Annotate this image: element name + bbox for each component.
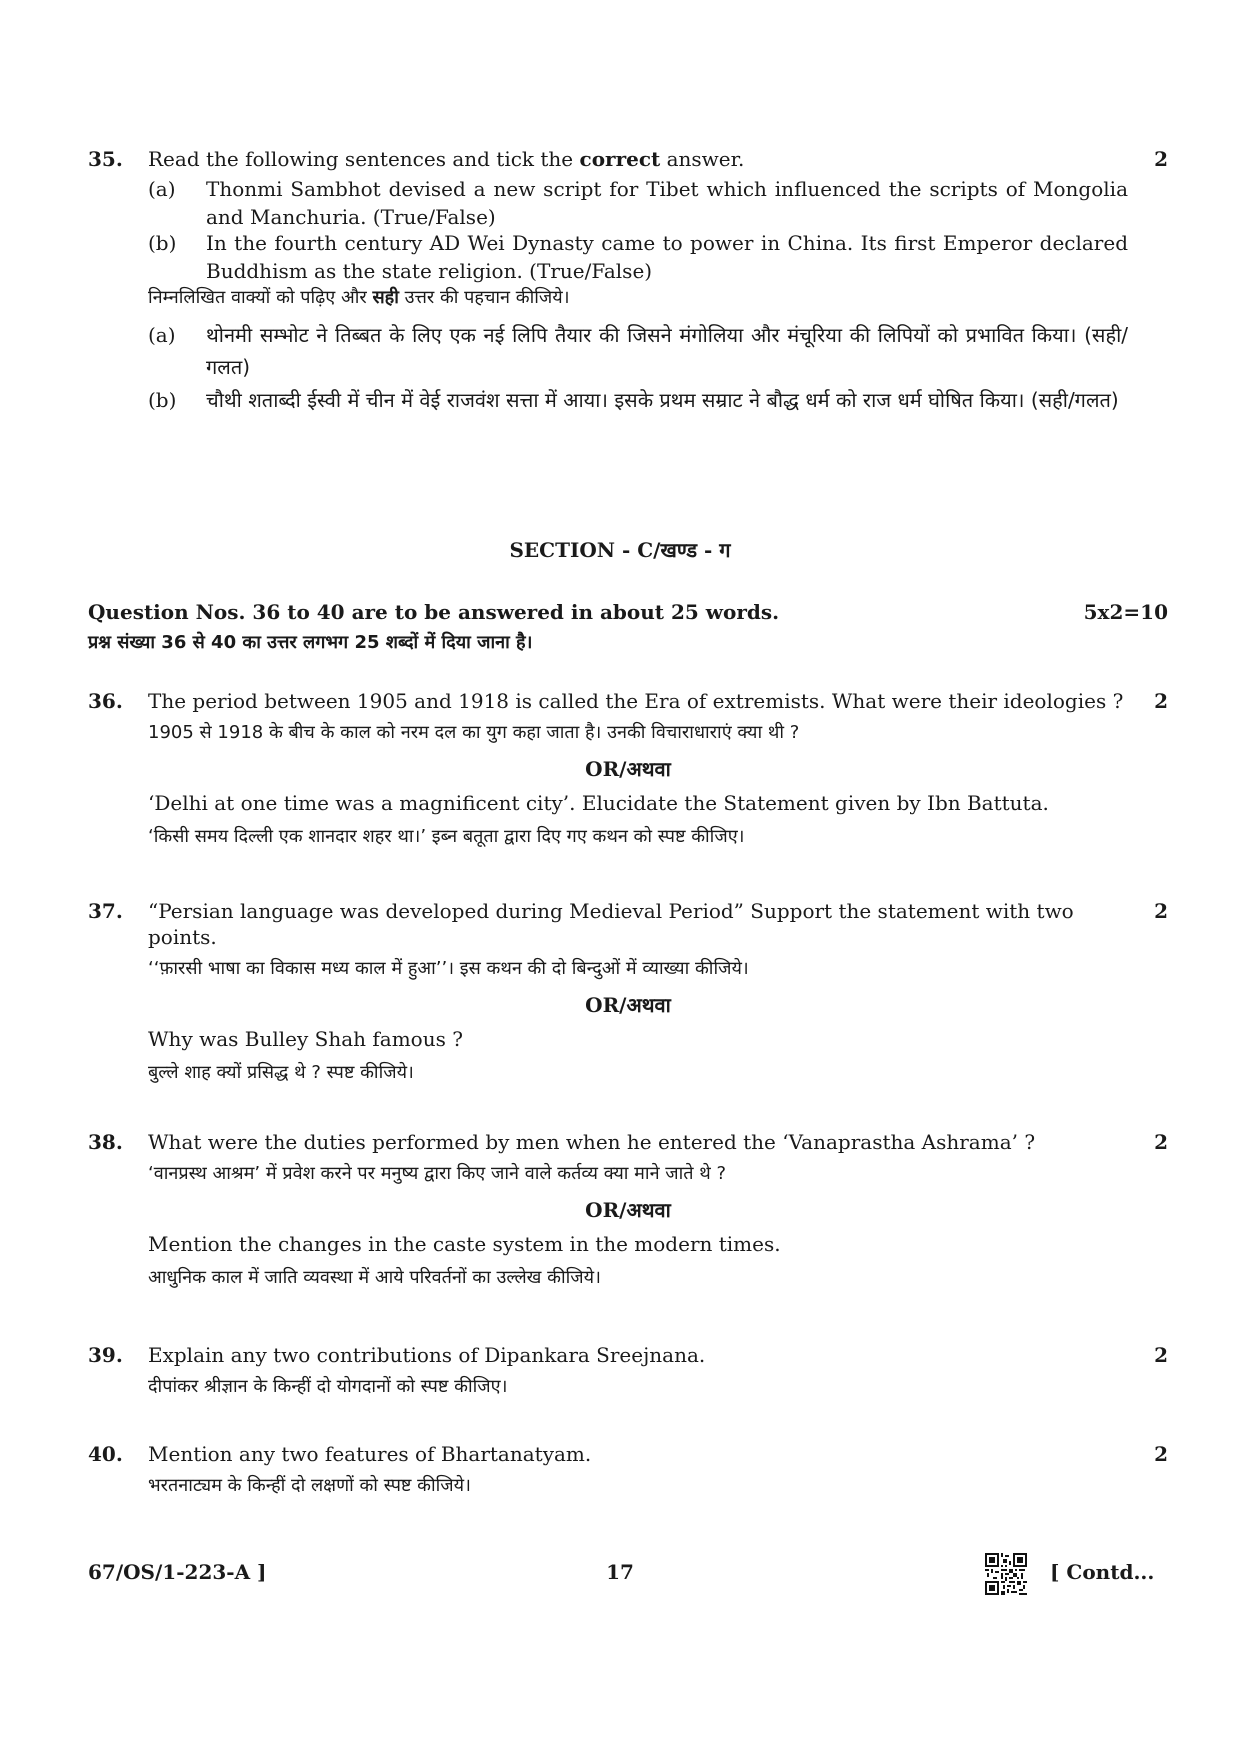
option-text: In the fourth century AD Wei Dynasty came to power in China. Its first Emperor declared Buddhism as the state religion. (True/False) <box>206 231 1128 283</box>
section-title: SECTION - C/खण्ड - ग <box>509 538 731 562</box>
option-a-en <box>148 175 1128 231</box>
question-text-hi: ‘वानप्रस्थ आश्रम’ में प्रवेश करने पर मनुष्य द्वारा किए जाने वाले कर्तव्य क्या माने जाते थे ? <box>148 1163 727 1184</box>
question-marks: 2 <box>1154 689 1168 713</box>
intro-text: Read the following sentences and tick the <box>148 147 580 171</box>
question-marks: 2 <box>1154 1130 1168 1154</box>
question-text-hi: भरतनाट्यम के किन्हीं दो लक्षणों को स्पष्ट कीजिये। <box>148 1475 471 1496</box>
question-number: 39. <box>88 1343 123 1367</box>
question-number: 36. <box>88 689 123 713</box>
or-separator: OR/अथवा <box>585 993 671 1017</box>
option-label: (a) <box>148 323 176 347</box>
option-text: चौथी शताब्दी ईस्वी में चीन में वेई राजवंश सत्ता में आया। इसके प्रथम सम्राट ने बौद्ध धर्म को राज धर्म घोषित किया। (सही/गलत) <box>206 388 1119 412</box>
section-marks: 5x2=10 <box>1083 600 1168 624</box>
continued-label: [ Contd... <box>1050 1560 1155 1584</box>
question-text-en: Mention any two features of Bhartanatyam. <box>148 1442 592 1466</box>
page-number: 17 <box>606 1560 634 1584</box>
question-number: 35. <box>88 147 123 171</box>
alternative-text-hi: आधुनिक काल में जाति व्यवस्था में आये परिवर्तनों का उल्लेख कीजिये। <box>148 1267 601 1288</box>
alternative-text-en: Mention the changes in the caste system in the modern times. <box>148 1232 781 1256</box>
question-marks: 2 <box>1154 1343 1168 1367</box>
intro-text: निम्नलिखित वाक्यों को पढ़िए और <box>148 287 373 308</box>
question-text-hi: दीपांकर श्रीज्ञान के किन्हीं दो योगदानों को स्पष्ट कीजिए। <box>148 1376 508 1397</box>
question-text-en: The period between 1905 and 1918 is called the Era of extremists. What were their ideologies ? <box>148 689 1124 713</box>
alternative-text-hi: बुल्ले शाह क्यों प्रसिद्ध थे ? स्पष्ट कीजिये। <box>148 1062 414 1083</box>
option-text: Thonmi Sambhot devised a new script for Tibet which influenced the scripts of Mongolia and Manchuria. (True/False) <box>206 177 1128 229</box>
alternative-text-en: Why was Bulley Shah famous ? <box>148 1027 463 1051</box>
question-35 <box>88 147 1168 457</box>
question-number: 38. <box>88 1130 123 1154</box>
option-label: (a) <box>148 177 176 201</box>
question-text-en-line1: “Persian language was developed during Medieval Period” Support the statement with two <box>148 899 1074 923</box>
question-text-hi <box>148 284 1128 312</box>
instruction-en: Question Nos. 36 to 40 are to be answered in about 25 words. <box>88 600 780 624</box>
intro-emphasis: correct <box>579 147 661 171</box>
or-separator: OR/अथवा <box>585 1198 671 1222</box>
alternative-text-en: ‘Delhi at one time was a magnificent city’. Elucidate the Statement given by Ibn Battuta. <box>148 791 1049 815</box>
intro-text-end: उत्तर की पहचान कीजिये। <box>398 287 570 308</box>
option-a-hi <box>148 319 1128 379</box>
question-text-en: Explain any two contributions of Dipankara Sreejnana. <box>148 1343 706 1367</box>
question-37 <box>88 899 1168 1099</box>
paper-code: 67/OS/1-223-A ] <box>88 1560 267 1584</box>
question-marks: 2 <box>1154 147 1168 171</box>
question-number: 37. <box>88 899 123 923</box>
intro-text-end: answer. <box>660 147 745 171</box>
option-text: थोनमी सम्भोट ने तिब्बत के लिए एक नई लिपि तैयार की जिसने मंगोलिया और मंचूरिया की लिपियों को प्रभावित किया। (सही/गलत) <box>206 323 1128 379</box>
question-39 <box>88 1343 1168 1413</box>
option-label: (b) <box>148 231 177 255</box>
question-number: 40. <box>88 1442 123 1466</box>
or-separator: OR/अथवा <box>585 757 671 781</box>
option-label: (b) <box>148 388 177 412</box>
question-40 <box>88 1442 1168 1512</box>
question-text-en-line2: points. <box>148 925 217 949</box>
question-text-hi: 1905 से 1918 के बीच के काल को नरम दल का युग कहा जाता है। उनकी विचाराधाराएं क्या थी ? <box>148 722 800 743</box>
option-b-en <box>148 229 1128 285</box>
question-38 <box>88 1130 1168 1310</box>
option-b-hi <box>148 384 1128 444</box>
question-marks: 2 <box>1154 899 1168 923</box>
question-text-hi: ‘‘फ़ारसी भाषा का विकास मध्य काल में हुआ’’। इस कथन की दो बिन्दुओं में व्याख्या कीजिये। <box>148 958 749 979</box>
section-instructions <box>88 600 1168 670</box>
question-text-en <box>148 145 1128 173</box>
question-text-en: What were the duties performed by men when he entered the ‘Vanaprastha Ashrama’ ? <box>148 1130 1036 1154</box>
question-marks: 2 <box>1154 1442 1168 1466</box>
question-36 <box>88 689 1168 859</box>
alternative-text-hi: ‘किसी समय दिल्ली एक शानदार शहर था।’ इब्न बतूता द्वारा दिए गए कथन को स्पष्ट कीजिए। <box>148 826 745 847</box>
intro-emphasis: सही <box>372 287 399 308</box>
qr-code-icon <box>985 1553 1027 1595</box>
instruction-hi: प्रश्न संख्या 36 से 40 का उत्तर लगभग 25 शब्दों में दिया जाना है। <box>88 632 533 653</box>
